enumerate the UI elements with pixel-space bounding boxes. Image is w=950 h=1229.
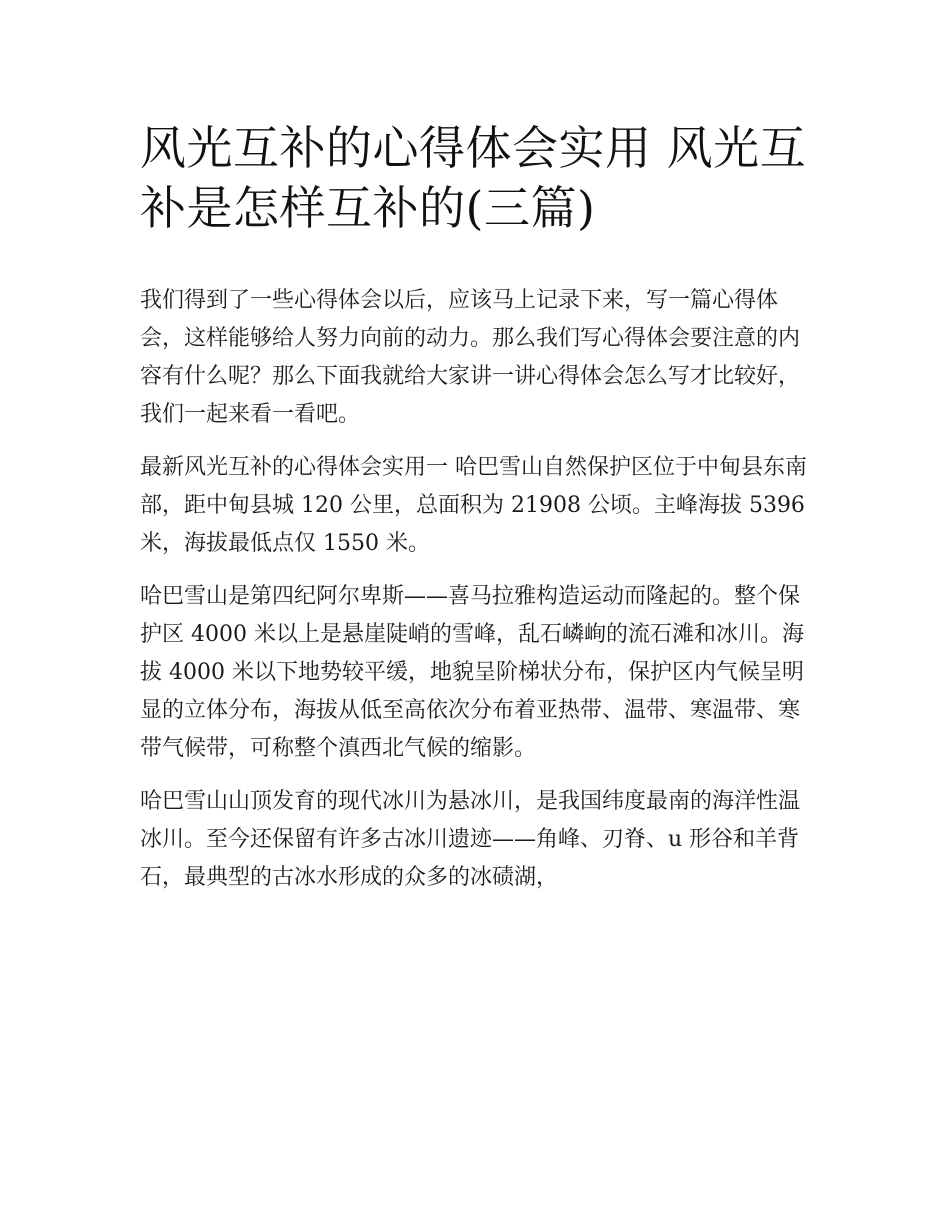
document-body xyxy=(140,282,812,897)
paragraph-glacier: 哈巴雪山山顶发育的现代冰川为悬冰川，是我国纬度最南的海洋性温冰川。至今还保留有许多古冰川遗迹——角峰、刃脊、u 形谷和羊背石，最典型的古冰水形成的众多的冰碛湖， xyxy=(140,789,801,890)
paragraph-intro: 我们得到了一些心得体会以后，应该马上记录下来，写一篇心得体会，这样能够给人努力向前的动力。那么我们写心得体会要注意的内容有什么呢？那么下面我就给大家讲一讲心得体会怎么写才比较好，我们一起来看一看吧。 xyxy=(140,288,801,427)
paragraph-geology: 哈巴雪山是第四纪阿尔卑斯——喜马拉雅构造运动而隆起的。整个保护区 4000 米以上是悬崖陡峭的雪峰，乱石嶙峋的流石滩和冰川。海拔 4000 米以下地势较平缓，地貌呈阶梯状分布，保护区内气候呈明显的立体分布，海拔从低至高依次分布着亚热带、温带、寒温带、寒带气候带，可称整个滇西北气候的缩影。 xyxy=(140,584,804,761)
paragraph-location: 最新风光互补的心得体会实用一 哈巴雪山自然保护区位于中甸县东南部，距中甸县城 120 公里，总面积为 21908 公顷。主峰海拔 5396 米，海拔最低点仅 1550 米。 xyxy=(140,455,807,556)
document-title: 风光互补的心得体会实用 风光互补是怎样互补的(三篇) xyxy=(140,121,807,235)
